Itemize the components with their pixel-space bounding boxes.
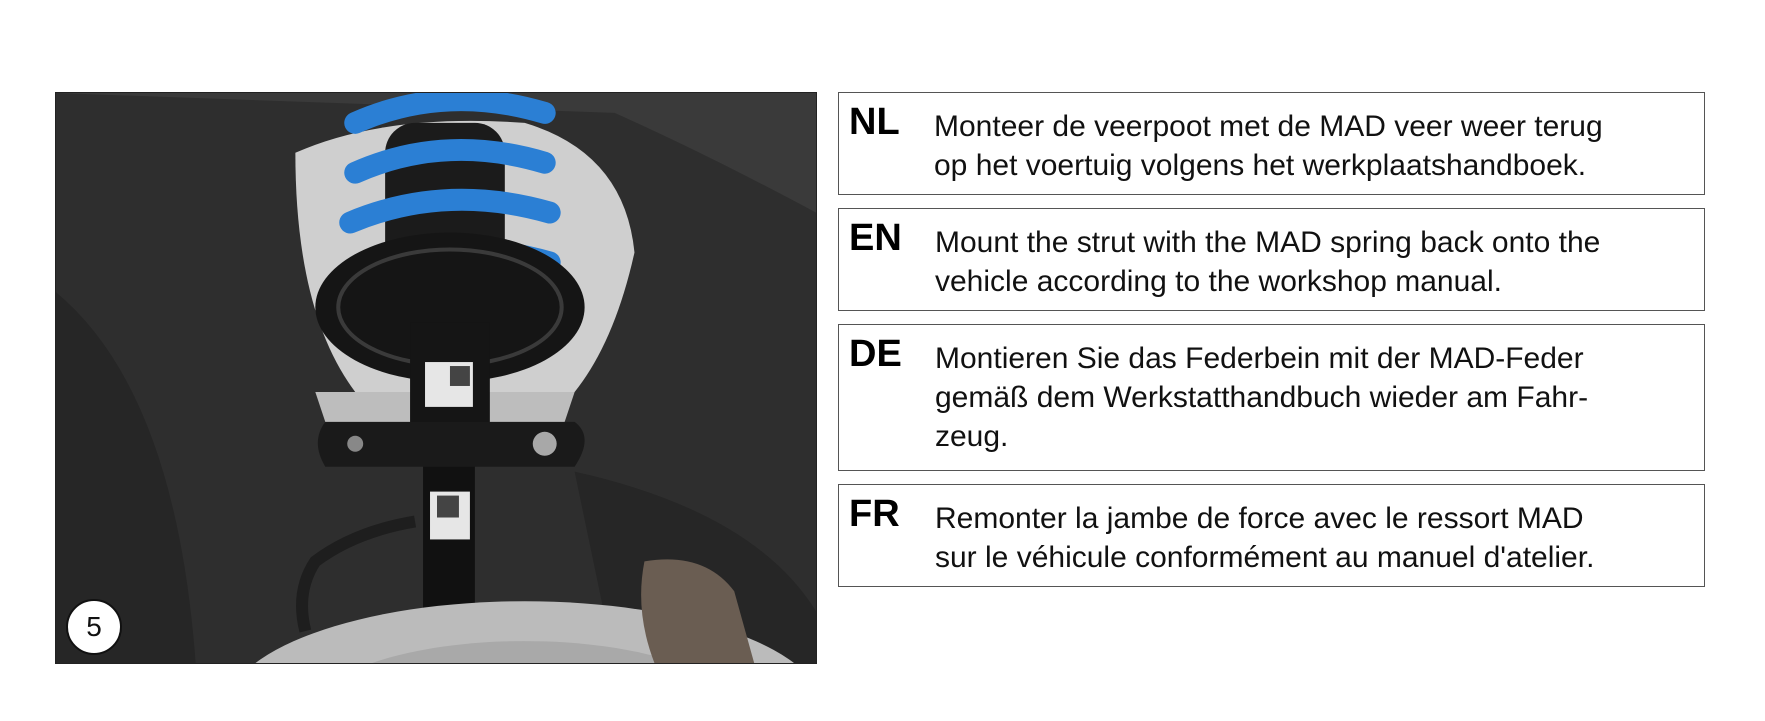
instruction-text: Montieren Sie das Federbein mit der MAD-Feder gemäß dem Werkstatthandbuch wieder am Fahr- zeug. <box>935 342 1589 453</box>
instruction-text: Mount the strut with the MAD spring back onto the vehicle according to the workshop manual. <box>935 226 1601 298</box>
instruction-text: Monteer de veerpoot met de MAD veer weer terug op het voertuig volgens het werkplaatshandboek. <box>934 110 1603 182</box>
language-code: NL <box>849 101 900 143</box>
instruction-text: Remonter la jambe de force avec le ressort MAD sur le véhicule conformément au manuel d'atelier. <box>935 502 1595 574</box>
instruction-box-de <box>838 324 1705 471</box>
instruction-box-fr <box>838 484 1705 587</box>
strut-illustration <box>56 93 816 663</box>
language-code: EN <box>849 217 902 259</box>
step-number-badge: 5 <box>66 599 122 655</box>
language-code: FR <box>849 493 900 535</box>
instruction-box-nl <box>838 92 1705 195</box>
strut-photo <box>55 92 817 664</box>
language-code: DE <box>849 333 902 375</box>
instruction-box-en <box>838 208 1705 311</box>
